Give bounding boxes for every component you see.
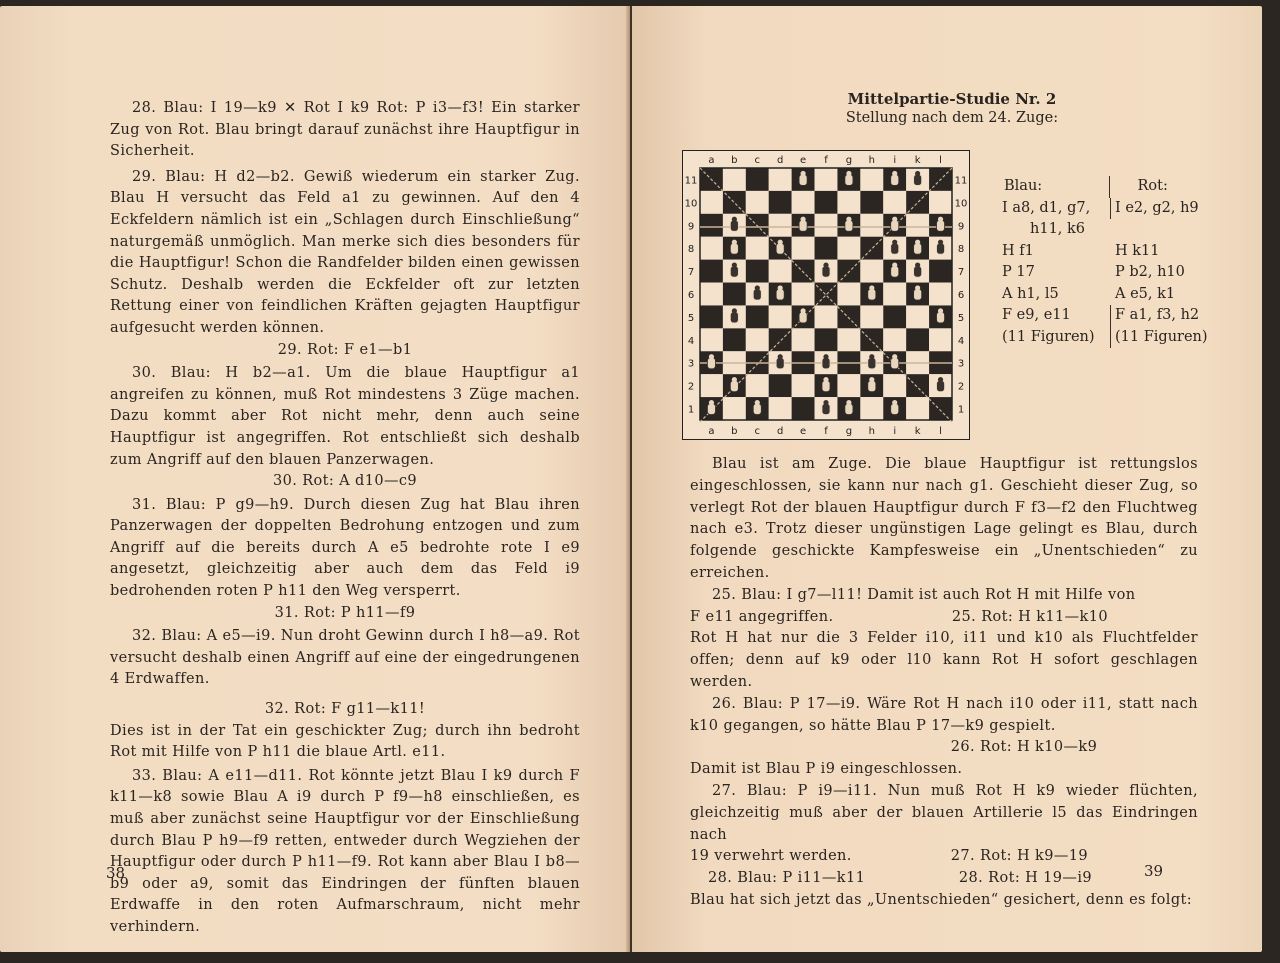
board-square <box>815 283 838 306</box>
board-square <box>906 305 929 328</box>
board-square <box>769 305 792 328</box>
board-square <box>837 328 860 351</box>
legend-row <box>1002 241 1242 263</box>
board-square <box>906 214 929 237</box>
board-square <box>700 237 723 260</box>
file-label: l <box>939 426 942 437</box>
closing-line: Blau hat sich jetzt das „Unentschieden“ gesichert, denn es folgt: <box>690 891 1193 908</box>
left-page-text <box>110 98 580 939</box>
rank-label: 3 <box>957 358 965 370</box>
rank-label: 2 <box>687 381 695 393</box>
board-square <box>700 283 723 306</box>
legend-row <box>1002 327 1242 349</box>
board-square <box>860 328 883 351</box>
paragraph-move-30: 30. Blau: H b2—a1. Um die blaue Hauptfigur a1 angreifen zu können, muß Rot mindestens 3 Züge machen. Dazu kommt aber Rot nicht mehr, denn auch seine Hauptfigur ist angegriffen. Rot entschließt sich deshalb zum Angriff auf den blauen Panzerwagen. <box>110 365 580 468</box>
red-move-31: 31. Rot: P h11—f9 <box>274 604 416 621</box>
legend-row <box>1002 284 1242 306</box>
board-square <box>860 305 883 328</box>
board-square <box>860 214 883 237</box>
rank-label: 6 <box>957 290 965 301</box>
rank-label: 7 <box>957 267 965 279</box>
blue-pieces: A h1, l5 <box>1002 285 1059 302</box>
board-square <box>792 328 815 351</box>
board-square <box>860 397 883 420</box>
blue-pieces: H f1 <box>1002 242 1034 259</box>
board-square <box>700 374 723 397</box>
rank-label: 2 <box>957 381 965 393</box>
board-square <box>929 283 952 306</box>
board-square <box>769 328 792 351</box>
rank-label: 1 <box>687 404 695 416</box>
board-square <box>906 374 929 397</box>
board-square <box>837 237 860 260</box>
file-label: b <box>731 426 738 437</box>
board-square <box>792 191 815 214</box>
board-square <box>792 397 815 420</box>
rank-label: 9 <box>687 221 695 233</box>
board-square <box>815 168 838 191</box>
rank-label: 11 <box>954 175 968 187</box>
blue-header: Blau: <box>1004 178 1043 194</box>
file-label: g <box>845 155 853 166</box>
board-square <box>746 374 769 397</box>
file-label: d <box>777 155 784 166</box>
board-square <box>906 328 929 351</box>
board-square <box>815 191 838 214</box>
blue-pieces: P 17 <box>1002 264 1035 280</box>
rank-label: 4 <box>687 335 695 347</box>
move-25-commentary: Rot H hat nur die 3 Felder i10, i11 und k10 als Fluchtfelder offen; denn auf k9 oder l10 kann Rot H sofort geschlagen werden. <box>690 630 1198 690</box>
file-label: f <box>824 426 828 437</box>
move-28-red: 28. Rot: H 19—i9 <box>958 870 1092 887</box>
legend-row <box>1002 198 1242 220</box>
move-26-commentary: Damit ist Blau P i9 eingeschlossen. <box>690 761 963 778</box>
rank-label: 5 <box>687 312 695 324</box>
move-27-red: 27. Rot: H k9—19 <box>950 848 1088 865</box>
board-square <box>815 305 838 328</box>
red-pieces <box>1136 219 1242 241</box>
red-move-30: 30. Rot: A d10—c9 <box>272 473 418 490</box>
file-label: h <box>868 155 875 166</box>
file-label: b <box>731 155 738 166</box>
file-label: g <box>845 426 853 437</box>
red-pieces: F a1, f3, h2 <box>1110 305 1223 327</box>
board-square <box>929 191 952 214</box>
red-pieces: P b2, h10 <box>1115 264 1185 280</box>
study-subheading: Stellung nach dem 24. Zuge: <box>845 110 1059 126</box>
rank-label: 4 <box>957 335 965 347</box>
board-square <box>860 191 883 214</box>
file-label: i <box>893 426 897 437</box>
legend-header-row <box>1002 176 1242 198</box>
board-square <box>837 191 860 214</box>
blue-pieces: F e9, e11 <box>1002 307 1071 323</box>
legend-row <box>1002 262 1242 284</box>
board-square <box>815 237 838 260</box>
legend-row <box>1002 219 1242 241</box>
rank-label: 10 <box>684 198 698 210</box>
move-27-row <box>690 846 1198 868</box>
board-square <box>700 305 723 328</box>
red-count: (11 Figuren) <box>1110 327 1223 349</box>
legend-row <box>1002 305 1242 327</box>
red-move-29: 29. Rot: F e1—b1 <box>277 341 413 358</box>
blue-pieces: h11, k6 <box>1030 221 1086 237</box>
file-label: c <box>754 155 761 166</box>
board-square <box>746 168 769 191</box>
file-label: l <box>939 155 942 166</box>
board-square <box>769 397 792 420</box>
paragraph-move-32: 32. Blau: A e5—i9. Nun droht Gewinn durch I h8—a9. Rot versucht deshalb einen Angriff auf eine der eingedrungenen 4 Erdwaffen. <box>110 628 580 688</box>
red-move-32: 32. Rot: F g11—k11! <box>264 701 426 718</box>
rank-label: 10 <box>954 198 968 210</box>
board-square <box>792 374 815 397</box>
board-square <box>929 328 952 351</box>
position-commentary: Blau ist am Zuge. Die blaue Hauptfigur ist rettungslos eingeschlossen, sie kann nur nach g1. Geschieht dieser Zug, so verlegt Rot der blauen Hauptfigur durch F f3—f2 den Fluchtweg nach e3. Trotz dieser ungünstigen Lage gelingt es Blau, durch folgende geschickte Kampfesweise ein „Unentschieden“ zu erreichen. <box>690 456 1198 581</box>
left-page <box>0 6 630 952</box>
board-square <box>792 283 815 306</box>
move-26-blue: 26. Blau: P 17—i9. Wäre Rot H nach i10 oder i11, statt nach k10 gegangen, so hätte Blau P 17—k9 gespielt. <box>690 695 1198 734</box>
red-pieces: A e5, k1 <box>1115 285 1176 302</box>
file-label: c <box>754 426 761 437</box>
file-label: e <box>800 426 807 437</box>
board-square <box>769 374 792 397</box>
right-page-header <box>682 90 1222 126</box>
board-square <box>746 191 769 214</box>
paragraph-move-33: 33. Blau: A e11—d11. Rot könnte jetzt Blau I k9 durch F k11—k8 sowie Blau A i9 durch P f9—h8 einschließen, es muß aber zunächst seine Hauptfigur vor der Einschließung durch Blau P h9—f9 retten, entweder durch Wegziehen der Hauptfigur oder durch P h11—f9. Rot kann aber Blau I b8—b9 oder a9, somit das Eindringen der fünften blauen Erdwaffe in den roten Aufmarschraum, nicht mehr verhindern. <box>110 767 580 935</box>
chess-diagram <box>682 150 970 440</box>
board-square <box>769 260 792 283</box>
file-label: a <box>708 426 715 437</box>
file-label: i <box>893 155 897 166</box>
paragraph-move-29: 29. Blau: H d2—b2. Gewiß wiederum ein starker Zug. Blau H versucht das Feld a1 zu gewinnen. Auf den 4 Eckfeldern nämlich ist ein „Schlagen durch Einschließung“ naturgemäß unmöglich. Man merke sich dies besonders für die Hauptfigur! Schon die Randfelder bilden einen gewissen Schutz. Deshalb werden die Eckfelder oft zur letzten Rettung einer von feindlichen Kräften gejagten Hauptfigur aufgesucht werden können. <box>110 168 580 336</box>
rank-label: 6 <box>687 290 695 301</box>
red-header: Rot: <box>1109 176 1243 198</box>
red-pieces: I e2, g2, h9 <box>1110 198 1223 220</box>
page-number-right: 39 <box>1144 862 1164 880</box>
rank-label: 9 <box>957 221 965 233</box>
board-svg <box>682 150 970 440</box>
page-number-left: 38 <box>106 864 126 882</box>
board-square <box>700 191 723 214</box>
right-page <box>632 6 1262 952</box>
file-label: f <box>824 155 828 166</box>
move-28-blue: 28. Blau: P i11—k11 <box>708 870 866 887</box>
blue-count: (11 Figuren) <box>1002 328 1095 345</box>
board-square <box>746 305 769 328</box>
move-27-blue-cont: 19 verwehrt werden. <box>690 848 852 865</box>
move-28-row <box>690 868 1198 890</box>
study-heading: Mittelpartie-Studie Nr. 2 <box>847 90 1057 108</box>
move-25-blue: 25. Blau: I g7—l11! Damit ist auch Rot H mit Hilfe von <box>712 586 1136 603</box>
paragraph-move-31: 31. Blau: P g9—h9. Durch diesen Zug hat Blau ihren Panzerwagen der doppelten Bedrohung entzogen und zum Angriff auf die bereits durch A e5 bedrohte rote I e9 angesetzt, gleichzeitig aber auch dem das Feld i9 bedrohenden roten P h11 den Weg versperrt. <box>110 496 580 600</box>
board-square <box>723 283 746 306</box>
file-label: d <box>777 426 784 437</box>
file-label: a <box>708 155 715 166</box>
board-square <box>815 328 838 351</box>
board-square <box>723 168 746 191</box>
board-square <box>746 260 769 283</box>
move-26-red: 26. Rot: H k10—k9 <box>950 739 1098 756</box>
board-square <box>700 260 723 283</box>
move-25-red: 25. Rot: H k11—k10 <box>951 608 1108 625</box>
paragraph-move-28: 28. Blau: I 19—k9 ✕ Rot I k9 Rot: P i3—f3! Ein starker Zug von Rot. Blau bringt darauf zunächst ihre Hauptfigur in Sicherheit. <box>110 100 580 160</box>
rank-label: 8 <box>687 244 695 256</box>
board-square <box>906 397 929 420</box>
move-25-row <box>690 607 1198 629</box>
board-square <box>883 328 906 351</box>
board-square <box>837 305 860 328</box>
file-label: k <box>914 155 921 166</box>
board-square <box>723 328 746 351</box>
red-pieces: H k11 <box>1115 242 1160 259</box>
board-square <box>700 214 723 237</box>
file-label: k <box>914 426 921 437</box>
paragraph-move-32-comment: Dies ist in der Tat ein geschickter Zug; durch ihn bedroht Rot mit Hilfe von P h11 die blaue Artl. e11. <box>110 722 580 761</box>
board-square <box>837 374 860 397</box>
board-square <box>746 237 769 260</box>
blue-pieces: I a8, d1, g7, <box>1002 199 1091 216</box>
board-square <box>929 397 952 420</box>
board-square <box>860 168 883 191</box>
board-square <box>883 191 906 214</box>
rank-label: 3 <box>687 358 695 370</box>
board-square <box>837 283 860 306</box>
right-page-text <box>690 454 1198 912</box>
board-square <box>929 260 952 283</box>
board-square <box>769 168 792 191</box>
move-25-blue-cont: F e11 angegriffen. <box>690 608 834 625</box>
board-square <box>723 397 746 420</box>
board-square <box>815 214 838 237</box>
board-square <box>883 283 906 306</box>
file-label: h <box>868 426 875 437</box>
board-square <box>700 328 723 351</box>
board-square <box>860 260 883 283</box>
rank-label: 8 <box>957 244 965 256</box>
board-square <box>746 328 769 351</box>
position-legend <box>1002 176 1242 348</box>
rank-label: 1 <box>957 404 965 416</box>
board-square <box>769 214 792 237</box>
rank-label: 11 <box>684 175 698 187</box>
board-square <box>769 191 792 214</box>
board-square <box>883 305 906 328</box>
rank-label: 7 <box>687 267 695 279</box>
rank-label: 5 <box>957 312 965 324</box>
board-square <box>883 374 906 397</box>
file-label: e <box>800 155 807 166</box>
board-square <box>792 237 815 260</box>
move-27-blue: 27. Blau: P i9—i11. Nun muß Rot H k9 wieder flüchten, gleichzeitig muß aber der blauen Artillerie l5 das Eindringen nach <box>690 782 1198 843</box>
